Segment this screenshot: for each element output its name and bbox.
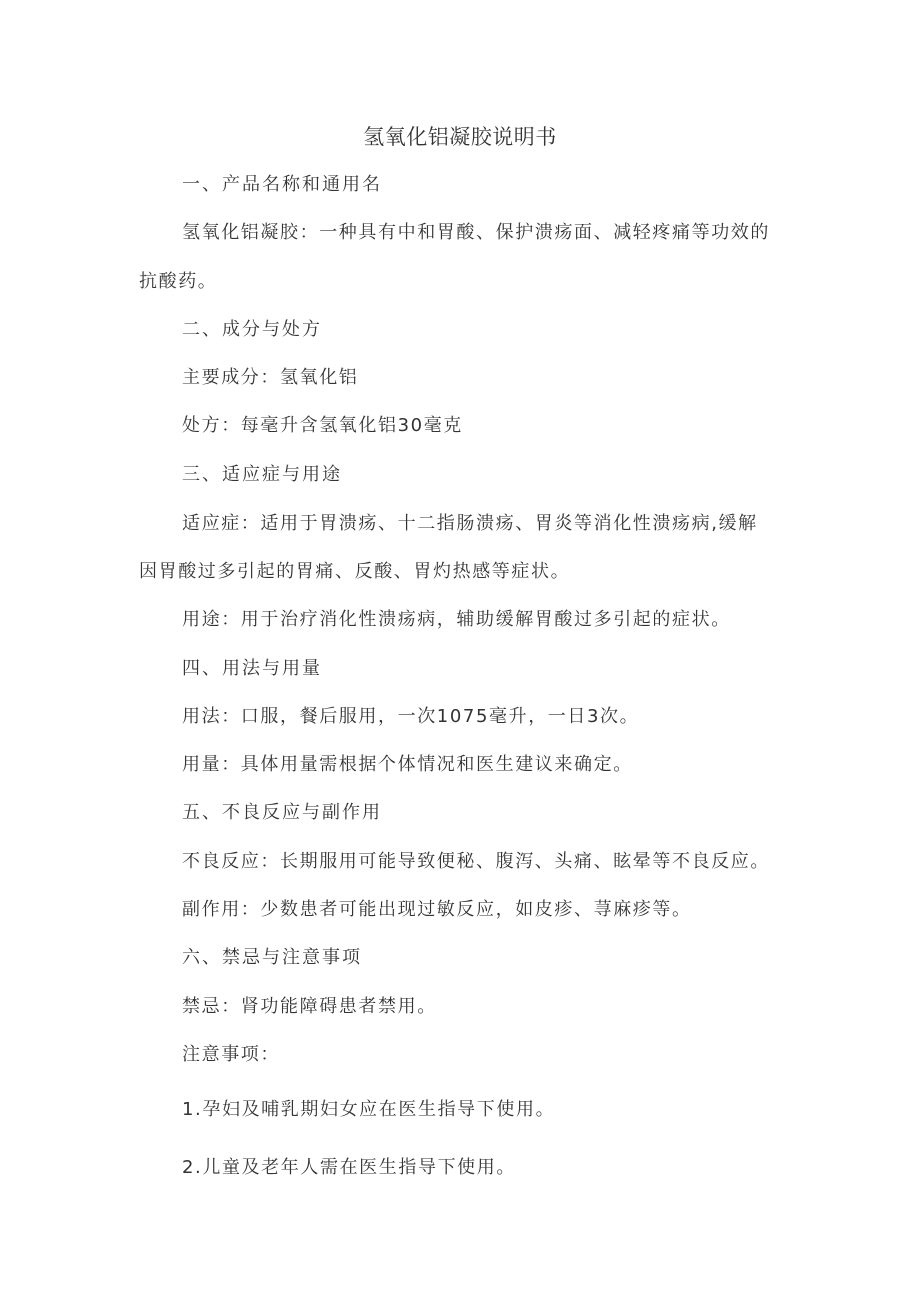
paragraph-main-ingredient: 主要成分：氢氧化铝 [182,367,359,388]
list-item-precaution-2: 2.儿童及老年人需在医生指导下使用。 [182,1157,516,1178]
paragraph-dosage: 用量：具体用量需根据个体情况和医生建议来确定。 [182,754,633,775]
section-heading-5: 五、不良反应与副作用 [182,802,382,823]
section-heading-3: 三、适应症与用途 [182,464,342,485]
paragraph-side-effects: 副作用：少数患者可能出现过敏反应，如皮疹、荨麻疹等。 [182,899,692,920]
paragraph-adverse-reactions: 不良反应：长期服用可能导致便秘、腹泻、头痛、眩晕等不良反应。 [182,851,770,872]
section-heading-4: 四、用法与用量 [182,658,322,679]
paragraph-indications-line2: 因胃酸过多引起的胃痛、反酸、胃灼热感等症状。 [139,561,571,582]
paragraph-product-name-line2: 抗酸药。 [139,271,218,292]
paragraph-uses: 用途：用于治疗消化性溃疡病，辅助缓解胃酸过多引起的症状。 [182,609,731,630]
section-heading-2: 二、成分与处方 [182,319,322,340]
document-title: 氢氧化铝凝胶说明书 [363,125,557,149]
paragraph-indications-line1: 适应症：适用于胃溃疡、十二指肠溃疡、胃炎等消化性溃疡病,缓解 [182,513,758,534]
paragraph-precautions-label: 注意事项： [182,1044,280,1065]
section-heading-6: 六、禁忌与注意事项 [182,947,362,968]
paragraph-usage: 用法：口服，餐后服用，一次1075毫升，一日3次。 [182,706,640,727]
list-item-precaution-1: 1.孕妇及哺乳期妇女应在医生指导下使用。 [182,1099,556,1120]
paragraph-product-name-line1: 氢氧化铝凝胶：一种具有中和胃酸、保护溃疡面、减轻疼痛等功效的 [182,222,770,243]
paragraph-formula: 处方：每毫升含氢氧化铝30毫克 [182,415,463,436]
paragraph-contraindications: 禁忌：肾功能障碍患者禁用。 [182,996,437,1017]
section-heading-1: 一、产品名称和通用名 [182,174,382,195]
